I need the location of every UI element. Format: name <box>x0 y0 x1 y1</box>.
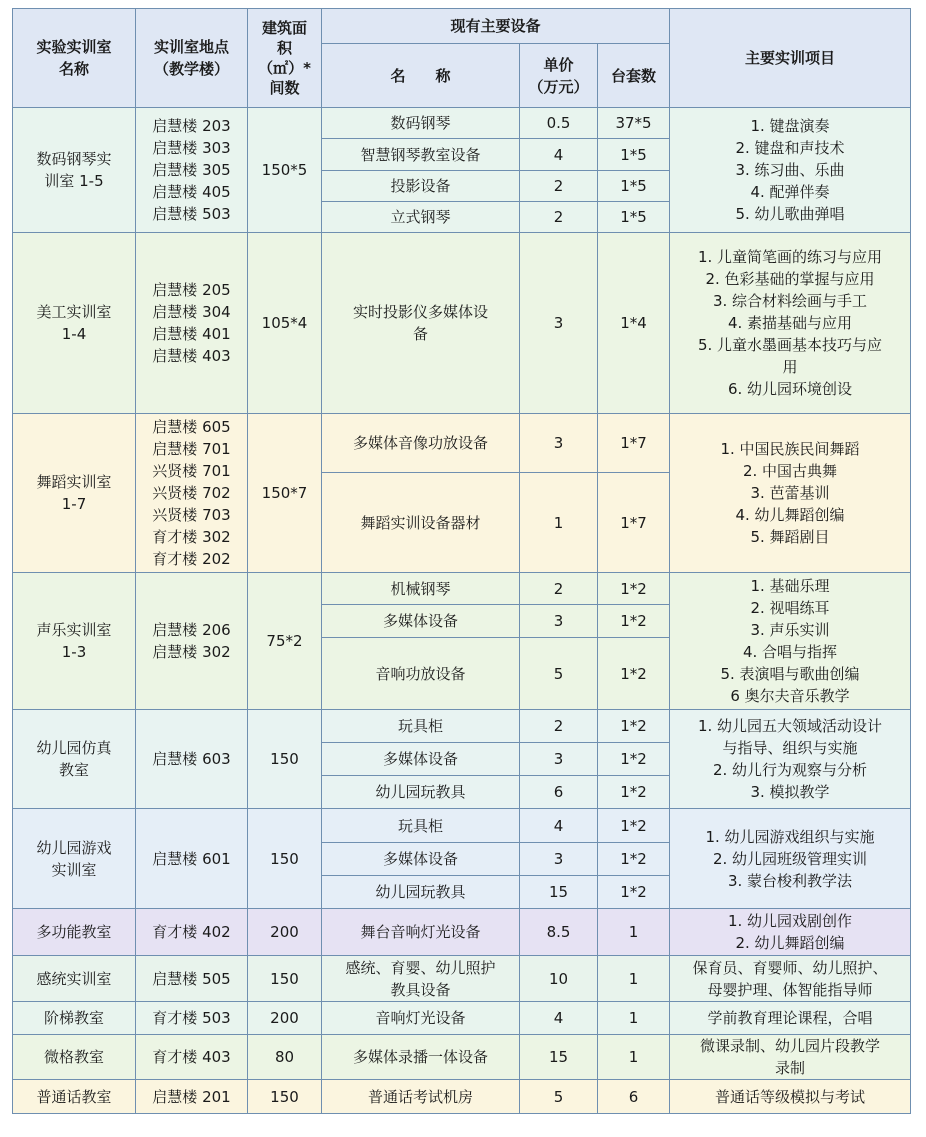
equipment-price-cell: 2 <box>520 710 598 743</box>
equipment-name-cell: 实时投影仪多媒体设 备 <box>322 233 520 414</box>
room-name-cell: 多功能教室 <box>13 909 136 956</box>
header-area: 建筑面 积 （㎡）* 间数 <box>248 9 322 108</box>
equipment-name-cell: 多媒体设备 <box>322 605 520 638</box>
room-location-cell: 育才楼 403 <box>136 1035 248 1080</box>
room-area-cell: 150 <box>248 710 322 809</box>
room-name-cell: 普通话教室 <box>13 1080 136 1114</box>
equipment-qty-cell: 1 <box>598 1002 670 1035</box>
room-location-cell: 启慧楼 206 启慧楼 302 <box>136 573 248 710</box>
equipment-price-cell: 3 <box>520 233 598 414</box>
room-area-cell: 150 <box>248 809 322 909</box>
equipment-price-cell: 3 <box>520 743 598 776</box>
table-row <box>13 1080 911 1114</box>
room-location-cell: 启慧楼 205 启慧楼 304 启慧楼 401 启慧楼 403 <box>136 233 248 414</box>
equipment-qty-cell: 1*2 <box>598 573 670 605</box>
room-location-cell: 启慧楼 201 <box>136 1080 248 1114</box>
room-area-cell: 75*2 <box>248 573 322 710</box>
room-location-cell: 育才楼 402 <box>136 909 248 956</box>
room-name-cell: 阶梯教室 <box>13 1002 136 1035</box>
table-row <box>13 909 911 956</box>
room-location-cell: 启慧楼 203 启慧楼 303 启慧楼 305 启慧楼 405 启慧楼 503 <box>136 108 248 233</box>
equipment-price-cell: 0.5 <box>520 108 598 139</box>
table-row <box>13 710 911 743</box>
equipment-price-cell: 2 <box>520 202 598 233</box>
equipment-price-cell: 4 <box>520 809 598 843</box>
equipment-price-cell: 4 <box>520 139 598 171</box>
equipment-name-cell: 舞台音响灯光设备 <box>322 909 520 956</box>
room-name-cell: 舞蹈实训室 1-7 <box>13 414 136 573</box>
table-row <box>13 1035 911 1080</box>
equipment-price-cell: 15 <box>520 1035 598 1080</box>
training-projects-cell: 学前教育理论课程，合唱 <box>670 1002 911 1035</box>
table-row <box>13 956 911 1002</box>
room-area-cell: 150 <box>248 956 322 1002</box>
equipment-name-cell: 幼儿园玩教具 <box>322 776 520 809</box>
equipment-price-cell: 6 <box>520 776 598 809</box>
room-name-cell: 幼儿园仿真 教室 <box>13 710 136 809</box>
equipment-price-cell: 15 <box>520 876 598 909</box>
table-row <box>13 573 911 605</box>
table-row <box>13 809 911 843</box>
equipment-price-cell: 3 <box>520 843 598 876</box>
room-location-cell: 启慧楼 603 <box>136 710 248 809</box>
room-location-cell: 启慧楼 605 启慧楼 701 兴贤楼 701 兴贤楼 702 兴贤楼 703 育才楼 302 育才楼 202 <box>136 414 248 573</box>
equipment-qty-cell: 1*2 <box>598 743 670 776</box>
table-row <box>13 1002 911 1035</box>
equipment-name-cell: 机械钢琴 <box>322 573 520 605</box>
room-name-cell: 幼儿园游戏 实训室 <box>13 809 136 909</box>
header-room-name: 实验实训室 名称 <box>13 9 136 108</box>
equipment-qty-cell: 1*2 <box>598 605 670 638</box>
equipment-name-cell: 感统、育婴、幼儿照护 教具设备 <box>322 956 520 1002</box>
header-location: 实训室地点 （教学楼） <box>136 9 248 108</box>
header-equipment-price: 单价 （万元） <box>520 44 598 108</box>
room-area-cell: 80 <box>248 1035 322 1080</box>
training-projects-cell: 1. 儿童简笔画的练习与应用 2. 色彩基础的掌握与应用 3. 综合材料绘画与手工 4. 素描基础与应用 5. 儿童水墨画基本技巧与应 用 6. 幼儿园环境创设 <box>670 233 911 414</box>
training-projects-cell: 1. 幼儿园五大领域活动设计 与指导、组织与实施 2. 幼儿行为观察与分析 3. 模拟教学 <box>670 710 911 809</box>
room-name-cell: 微格教室 <box>13 1035 136 1080</box>
room-name-cell: 美工实训室 1-4 <box>13 233 136 414</box>
equipment-qty-cell: 1*2 <box>598 638 670 710</box>
room-name-cell: 数码钢琴实 训室 1-5 <box>13 108 136 233</box>
equipment-name-cell: 舞蹈实训设备器材 <box>322 473 520 573</box>
table-body <box>13 108 911 1114</box>
header-equipment-name: 名 称 <box>322 44 520 108</box>
equipment-name-cell: 玩具柜 <box>322 809 520 843</box>
room-area-cell: 105*4 <box>248 233 322 414</box>
lab-facilities-table <box>12 8 911 1114</box>
room-name-cell: 声乐实训室 1-3 <box>13 573 136 710</box>
room-location-cell: 育才楼 503 <box>136 1002 248 1035</box>
training-projects-cell: 微课录制、幼儿园片段教学 录制 <box>670 1035 911 1080</box>
equipment-qty-cell: 1 <box>598 956 670 1002</box>
equipment-qty-cell: 6 <box>598 1080 670 1114</box>
equipment-qty-cell: 1*2 <box>598 843 670 876</box>
training-projects-cell: 1. 中国民族民间舞蹈 2. 中国古典舞 3. 芭蕾基训 4. 幼儿舞蹈创编 5. 舞蹈剧目 <box>670 414 911 573</box>
room-area-cell: 200 <box>248 1002 322 1035</box>
equipment-price-cell: 5 <box>520 638 598 710</box>
room-location-cell: 启慧楼 505 <box>136 956 248 1002</box>
equipment-price-cell: 4 <box>520 1002 598 1035</box>
equipment-name-cell: 投影设备 <box>322 171 520 202</box>
equipment-qty-cell: 1*2 <box>598 876 670 909</box>
room-area-cell: 150*7 <box>248 414 322 573</box>
training-projects-cell: 1. 幼儿园戏剧创作 2. 幼儿舞蹈创编 <box>670 909 911 956</box>
equipment-price-cell: 3 <box>520 605 598 638</box>
table-row <box>13 233 911 414</box>
equipment-name-cell: 多媒体录播一体设备 <box>322 1035 520 1080</box>
room-area-cell: 150*5 <box>248 108 322 233</box>
room-name-cell: 感统实训室 <box>13 956 136 1002</box>
equipment-qty-cell: 1*2 <box>598 809 670 843</box>
equipment-price-cell: 5 <box>520 1080 598 1114</box>
header-equipment-qty: 台套数 <box>598 44 670 108</box>
equipment-name-cell: 音响灯光设备 <box>322 1002 520 1035</box>
equipment-qty-cell: 1 <box>598 909 670 956</box>
equipment-price-cell: 10 <box>520 956 598 1002</box>
header-row-top <box>13 9 911 44</box>
equipment-qty-cell: 1*2 <box>598 710 670 743</box>
equipment-qty-cell: 1*4 <box>598 233 670 414</box>
equipment-price-cell: 3 <box>520 414 598 473</box>
table-row <box>13 108 911 139</box>
room-location-cell: 启慧楼 601 <box>136 809 248 909</box>
equipment-name-cell: 音响功放设备 <box>322 638 520 710</box>
room-area-cell: 150 <box>248 1080 322 1114</box>
room-area-cell: 200 <box>248 909 322 956</box>
equipment-name-cell: 玩具柜 <box>322 710 520 743</box>
equipment-name-cell: 幼儿园玩教具 <box>322 876 520 909</box>
equipment-name-cell: 立式钢琴 <box>322 202 520 233</box>
equipment-name-cell: 数码钢琴 <box>322 108 520 139</box>
equipment-name-cell: 智慧钢琴教室设备 <box>322 139 520 171</box>
equipment-qty-cell: 1*5 <box>598 139 670 171</box>
equipment-price-cell: 2 <box>520 171 598 202</box>
training-projects-cell: 保育员、育婴师、幼儿照护、 母婴护理、体智能指导师 <box>670 956 911 1002</box>
equipment-qty-cell: 1*7 <box>598 473 670 573</box>
equipment-qty-cell: 1*5 <box>598 171 670 202</box>
equipment-qty-cell: 1 <box>598 1035 670 1080</box>
header-projects: 主要实训项目 <box>670 9 911 108</box>
equipment-qty-cell: 1*5 <box>598 202 670 233</box>
equipment-name-cell: 多媒体音像功放设备 <box>322 414 520 473</box>
table-row <box>13 414 911 473</box>
equipment-name-cell: 多媒体设备 <box>322 743 520 776</box>
equipment-price-cell: 1 <box>520 473 598 573</box>
training-projects-cell: 1. 基础乐理 2. 视唱练耳 3. 声乐实训 4. 合唱与指挥 5. 表演唱与歌曲创编 6 奥尔夫音乐教学 <box>670 573 911 710</box>
header-equipment-group: 现有主要设备 <box>322 9 670 44</box>
training-projects-cell: 普通话等级模拟与考试 <box>670 1080 911 1114</box>
equipment-qty-cell: 37*5 <box>598 108 670 139</box>
equipment-name-cell: 多媒体设备 <box>322 843 520 876</box>
equipment-qty-cell: 1*2 <box>598 776 670 809</box>
equipment-price-cell: 8.5 <box>520 909 598 956</box>
equipment-name-cell: 普通话考试机房 <box>322 1080 520 1114</box>
equipment-qty-cell: 1*7 <box>598 414 670 473</box>
equipment-price-cell: 2 <box>520 573 598 605</box>
training-projects-cell: 1. 键盘演奏 2. 键盘和声技术 3. 练习曲、乐曲 4. 配弹伴奏 5. 幼儿歌曲弹唱 <box>670 108 911 233</box>
training-projects-cell: 1. 幼儿园游戏组织与实施 2. 幼儿园班级管理实训 3. 蒙台梭利教学法 <box>670 809 911 909</box>
